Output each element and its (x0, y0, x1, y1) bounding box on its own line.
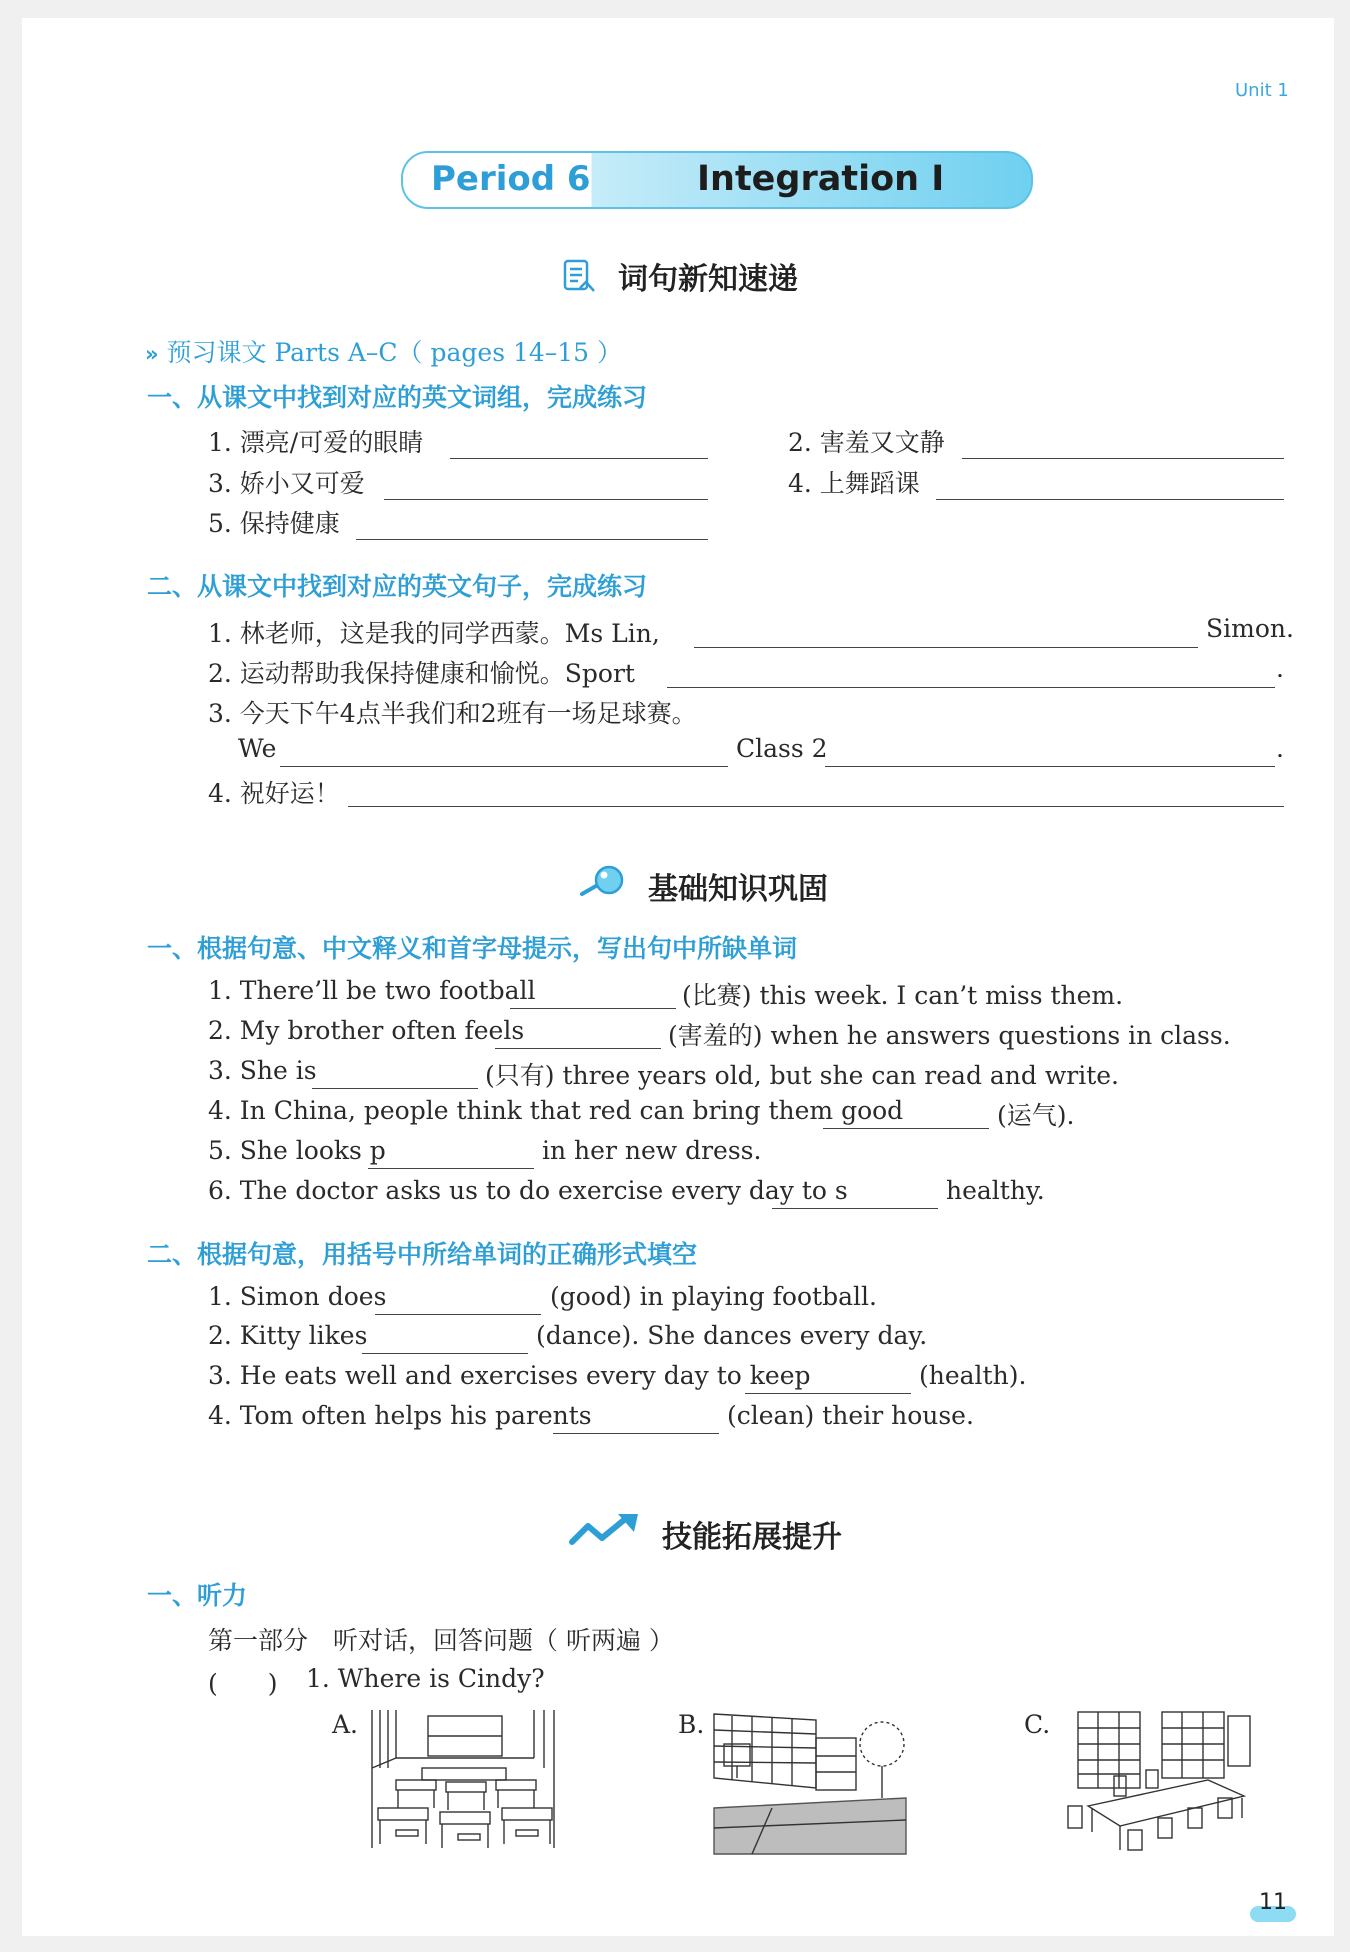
form-item-1: 1. Simon does (208, 1282, 387, 1311)
double-chevron-icon: » (145, 342, 159, 366)
sentence-item-3: 3. 今天下午4点半我们和2班有一场足球赛。 (208, 699, 697, 728)
answer-blank[interactable] (375, 1314, 541, 1315)
form-item-4-rest: (clean) their house. (727, 1401, 974, 1430)
exercise-item-1: 1. There’ll be two football (208, 976, 536, 1005)
part-heading-phrases: 一、从课文中找到对应的英文词组，完成练习 (147, 383, 648, 412)
answer-blank[interactable] (280, 766, 728, 767)
sentence-item-3-end: . (1276, 734, 1284, 763)
form-item-4: 4. Tom often helps his parents (208, 1401, 592, 1430)
answer-blank[interactable] (510, 1008, 676, 1009)
section-heading-skills: 技能拓展提升 (662, 1520, 842, 1555)
exercise-item-5-rest: in her new dress. (542, 1136, 762, 1165)
answer-paren[interactable]: ( ) (208, 1669, 278, 1698)
part-heading-listening: 一、听力 (147, 1581, 248, 1610)
answer-blank[interactable] (362, 1353, 528, 1354)
preview-text: 预习课文 Parts A–C（ pages 14–15 ） (166, 338, 623, 367)
sentence-item-1-end: Simon. (1206, 614, 1294, 643)
exercise-item-2: 2. My brother often feels (208, 1016, 525, 1045)
form-item-1-rest: (good) in playing football. (550, 1282, 877, 1311)
magnifier-icon (578, 864, 628, 898)
part-heading-missing-words: 一、根据句意、中文释义和首字母提示，写出句中所缺单词 (147, 934, 798, 963)
phrase-item: 3. 娇小又可爱 (208, 469, 365, 498)
form-item-3-rest: (health). (919, 1361, 1027, 1390)
answer-blank[interactable] (936, 499, 1284, 500)
exercise-item-3: 3. She is (208, 1056, 317, 1085)
exercise-item-5: 5. She looks p (208, 1136, 386, 1165)
form-item-3: 3. He eats well and exercises every day to keep (208, 1361, 811, 1390)
answer-blank[interactable] (745, 1393, 911, 1394)
phrase-item: 1. 漂亮/可爱的眼睛 (208, 428, 424, 457)
classroom-picture[interactable] (366, 1708, 562, 1856)
answer-blank[interactable] (368, 1168, 534, 1169)
period-title-banner (401, 151, 1033, 209)
answer-blank[interactable] (348, 806, 1284, 807)
sentence-item-1: 1. 林老师，这是我的同学西蒙。Ms Lin, (208, 619, 660, 648)
exercise-item-6-rest: healthy. (946, 1176, 1045, 1205)
answer-blank[interactable] (962, 458, 1284, 459)
unit-label: Unit 1 (1235, 80, 1289, 101)
option-b-label: B. (678, 1710, 705, 1739)
answer-blank[interactable] (553, 1433, 719, 1434)
answer-blank[interactable] (495, 1048, 661, 1049)
answer-blank[interactable] (667, 687, 1275, 688)
answer-blank[interactable] (694, 647, 1198, 648)
exercise-item-4: 4. In China, people think that red can bring them good (208, 1096, 904, 1125)
section-heading-new-words: 词句新知速递 (618, 262, 798, 297)
preview-instruction (145, 333, 622, 369)
exercise-item-1-rest: (比赛) this week. I can’t miss them. (682, 981, 1124, 1010)
page-number: 11 (1259, 1890, 1287, 1915)
phrase-item: 5. 保持健康 (208, 509, 340, 538)
answer-blank[interactable] (823, 1128, 989, 1129)
lesson-title: Integration I (697, 159, 945, 199)
answer-blank[interactable] (384, 499, 708, 500)
sentence-item-2: 2. 运动帮助我保持健康和愉悦。Sport (208, 659, 635, 688)
listening-question-1: 1. Where is Cindy? (306, 1664, 545, 1693)
sentence-item-4: 4. 祝好运！ (208, 779, 340, 808)
option-a-label: A. (332, 1710, 359, 1739)
sentence-item-2-end: . (1276, 654, 1284, 683)
library-picture[interactable] (1058, 1710, 1254, 1858)
sentence-item-3-class: Class 2 (736, 734, 828, 763)
answer-blank[interactable] (356, 539, 708, 540)
answer-blank[interactable] (825, 766, 1275, 767)
exercise-item-4-rest: (运气). (997, 1101, 1075, 1130)
exercise-item-6: 6. The doctor asks us to do exercise every day to s (208, 1176, 848, 1205)
playground-picture[interactable] (712, 1708, 908, 1856)
phrase-item: 4. 上舞蹈课 (788, 469, 920, 498)
exercise-item-3-rest: (只有) three years old, but she can read and write. (485, 1061, 1119, 1090)
answer-blank[interactable] (312, 1088, 478, 1089)
workbook-page (22, 18, 1334, 1936)
section-heading-basics: 基础知识巩固 (648, 872, 828, 907)
option-c-label: C. (1024, 1710, 1051, 1739)
answer-blank[interactable] (450, 458, 708, 459)
listening-instruction: 第一部分 听对话，回答问题（ 听两遍 ） (208, 1626, 674, 1655)
sentence-item-3-we: We (238, 734, 277, 763)
form-item-2-rest: (dance). She dances every day. (536, 1321, 928, 1350)
exercise-item-2-rest: (害羞的) when he answers questions in class. (668, 1021, 1231, 1050)
part-heading-word-forms: 二、根据句意，用括号中所给单词的正确形式填空 (147, 1240, 698, 1269)
trend-up-icon (568, 1512, 642, 1548)
answer-blank[interactable] (772, 1208, 938, 1209)
period-label: Period 6 (431, 159, 591, 199)
form-item-2: 2. Kitty likes (208, 1321, 368, 1350)
part-heading-sentences: 二、从课文中找到对应的英文句子，完成练习 (147, 572, 648, 601)
phrase-item: 2. 害羞又文静 (788, 428, 945, 457)
notebook-icon (562, 258, 596, 294)
